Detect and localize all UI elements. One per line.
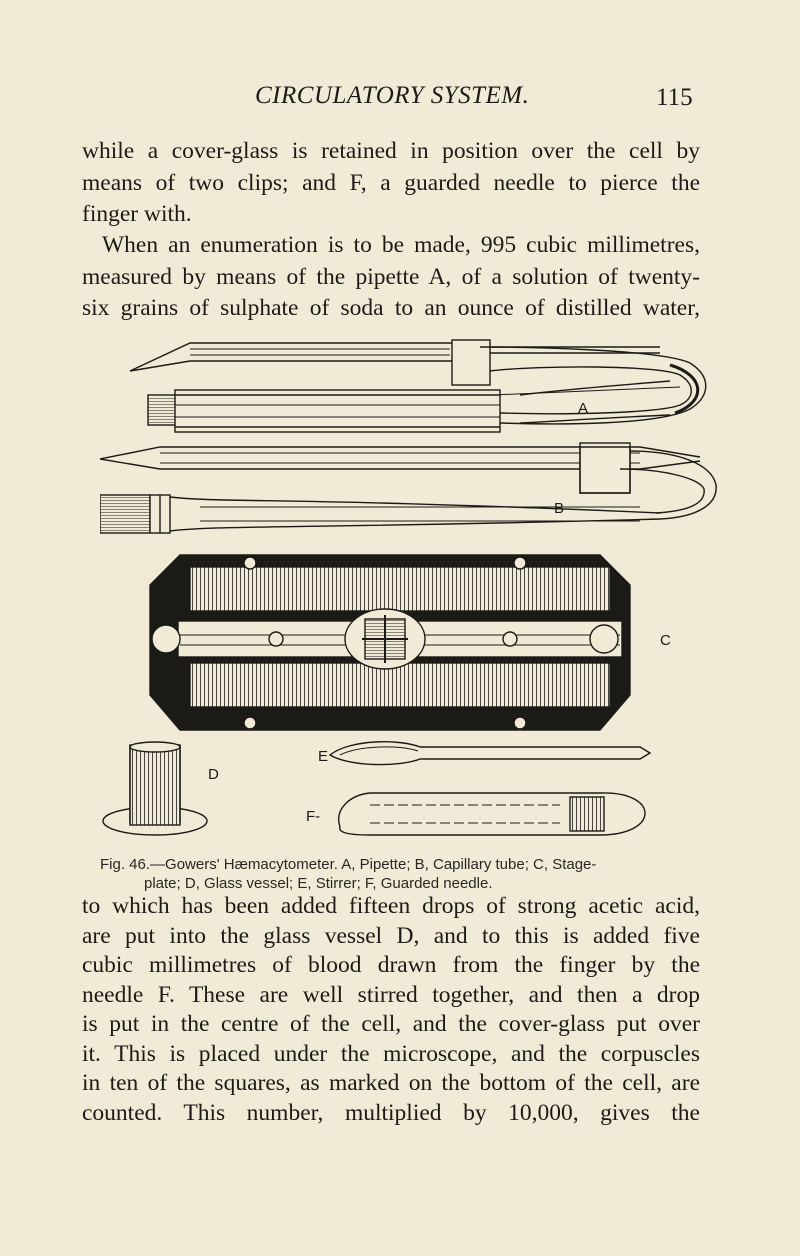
text-line: to which has been added fifteen drops of strong acetic acid,	[82, 893, 700, 919]
text-line: while a cover-glass is retained in position over the cell by	[82, 138, 700, 164]
stage-plate-drawing	[150, 555, 630, 730]
text-line: means of two clips; and F, a guarded needle to pierce the	[82, 169, 700, 196]
paragraph-2	[82, 230, 700, 325]
text-line: cubic millimetres of blood drawn from the finger by the	[82, 952, 700, 978]
text-line: are put into the glass vessel D, and to this is added five	[82, 922, 700, 949]
text-line: finger with.	[82, 201, 192, 227]
text-line: needle F. These are well stirred together, and then a drop	[82, 981, 700, 1008]
text-line: it. This is placed under the microscope, and the corpuscles	[82, 1040, 700, 1067]
label-f: F-	[306, 808, 321, 825]
page-number: 115	[656, 84, 693, 111]
label-e: E	[318, 748, 329, 765]
text-line: is put in the centre of the cell, and the cover-glass put over	[82, 1011, 700, 1037]
text-line: in ten of the squares, as marked on the bottom of the cell, are	[82, 1070, 700, 1096]
label-c: C	[660, 632, 671, 649]
caption-line: Fig. 46.—Gowers' Hæmacytometer. A, Pipette; B, Capillary tube; C, Stage-	[100, 856, 597, 873]
stirrer-drawing	[330, 742, 650, 765]
label-b: B	[554, 500, 565, 517]
text-line: measured by means of the pipette A, of a solution of twenty-	[82, 263, 700, 290]
label-a: A	[578, 400, 589, 417]
caption-line: plate; D, Glass vessel; E, Stirrer; F, Guarded needle.	[144, 875, 493, 892]
chapter-title: CIRCULATORY SYSTEM.	[255, 82, 530, 109]
guarded-needle-drawing	[339, 793, 645, 835]
glass-vessel-drawing	[103, 742, 207, 835]
paragraph-3	[82, 892, 700, 1128]
paragraph-1	[82, 136, 700, 231]
running-head	[0, 82, 800, 122]
figure-caption	[100, 855, 720, 893]
pipette-drawing	[130, 340, 706, 432]
text-line: When an enumeration is to be made, 995 cubic millimetres,	[102, 232, 700, 258]
text-line: six grains of sulphate of soda to an ounce of distilled water,	[82, 295, 700, 321]
text-line: counted. This number, multiplied by 10,000, gives the	[82, 1099, 700, 1126]
capillary-tube-drawing	[100, 443, 716, 533]
haemacytometer-figure	[100, 335, 740, 855]
label-d: D	[208, 766, 219, 783]
